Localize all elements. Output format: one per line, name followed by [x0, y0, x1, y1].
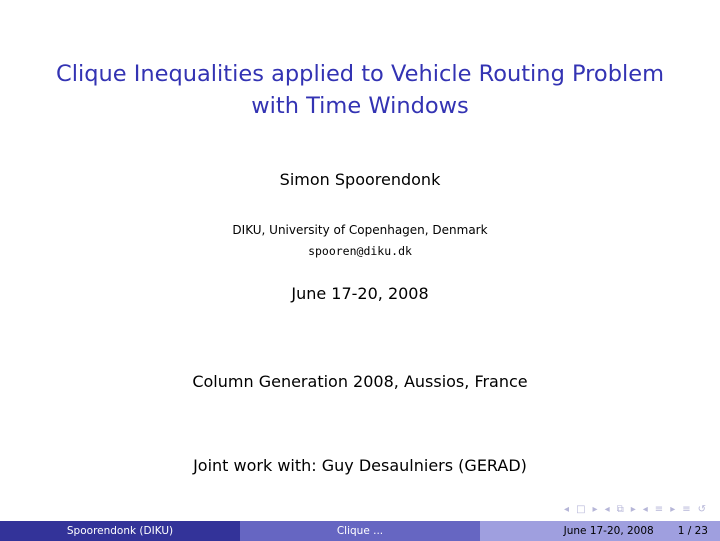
- title-line-1: Clique Inequalities applied to Vehicle Routing Problem: [55, 61, 664, 87]
- title-line-2: with Time Windows: [251, 93, 469, 119]
- nav-frame-icon[interactable]: □: [576, 504, 586, 515]
- institution: DIKU, University of Copenhagen, Denmark: [232, 223, 488, 237]
- author-name: Simon Spoorendonk: [279, 170, 441, 189]
- footer-title-text: Clique ...: [336, 525, 384, 537]
- nav-prev-section-icon[interactable]: ◂: [642, 504, 648, 515]
- nav-next-section-icon[interactable]: ▸: [670, 504, 676, 515]
- nav-subsection-icon[interactable]: ⧉: [616, 504, 624, 515]
- nav-prev-subsection-icon[interactable]: ◂: [604, 504, 610, 515]
- footer-title: [240, 521, 480, 541]
- nav-next-subsection-icon[interactable]: ▸: [630, 504, 636, 515]
- footer-author-text: Spoorendonk (DIKU): [66, 525, 174, 537]
- nav-section-icon[interactable]: ≡: [654, 504, 664, 515]
- nav-align-icon[interactable]: ≡: [682, 504, 691, 515]
- footer-info: [480, 521, 720, 541]
- nav-next-frame-icon[interactable]: ▸: [592, 504, 598, 515]
- event-name: Column Generation 2008, Aussios, France: [192, 372, 528, 391]
- author-email: spooren@diku.dk: [308, 244, 412, 258]
- footer-date: June 17-20, 2008: [563, 525, 654, 537]
- presentation-date: June 17-20, 2008: [291, 284, 429, 303]
- footer-bar: [0, 521, 720, 541]
- footer-author: [0, 521, 240, 541]
- nav-search-icon[interactable]: ↺: [697, 504, 706, 515]
- footer-page-number: 1 / 23: [677, 525, 708, 537]
- joint-work: Joint work with: Guy Desaulniers (GERAD): [193, 456, 527, 475]
- slide-title: [0, 58, 720, 122]
- beamer-navigation: [564, 505, 706, 515]
- nav-prev-frame-icon[interactable]: ◂: [564, 504, 570, 515]
